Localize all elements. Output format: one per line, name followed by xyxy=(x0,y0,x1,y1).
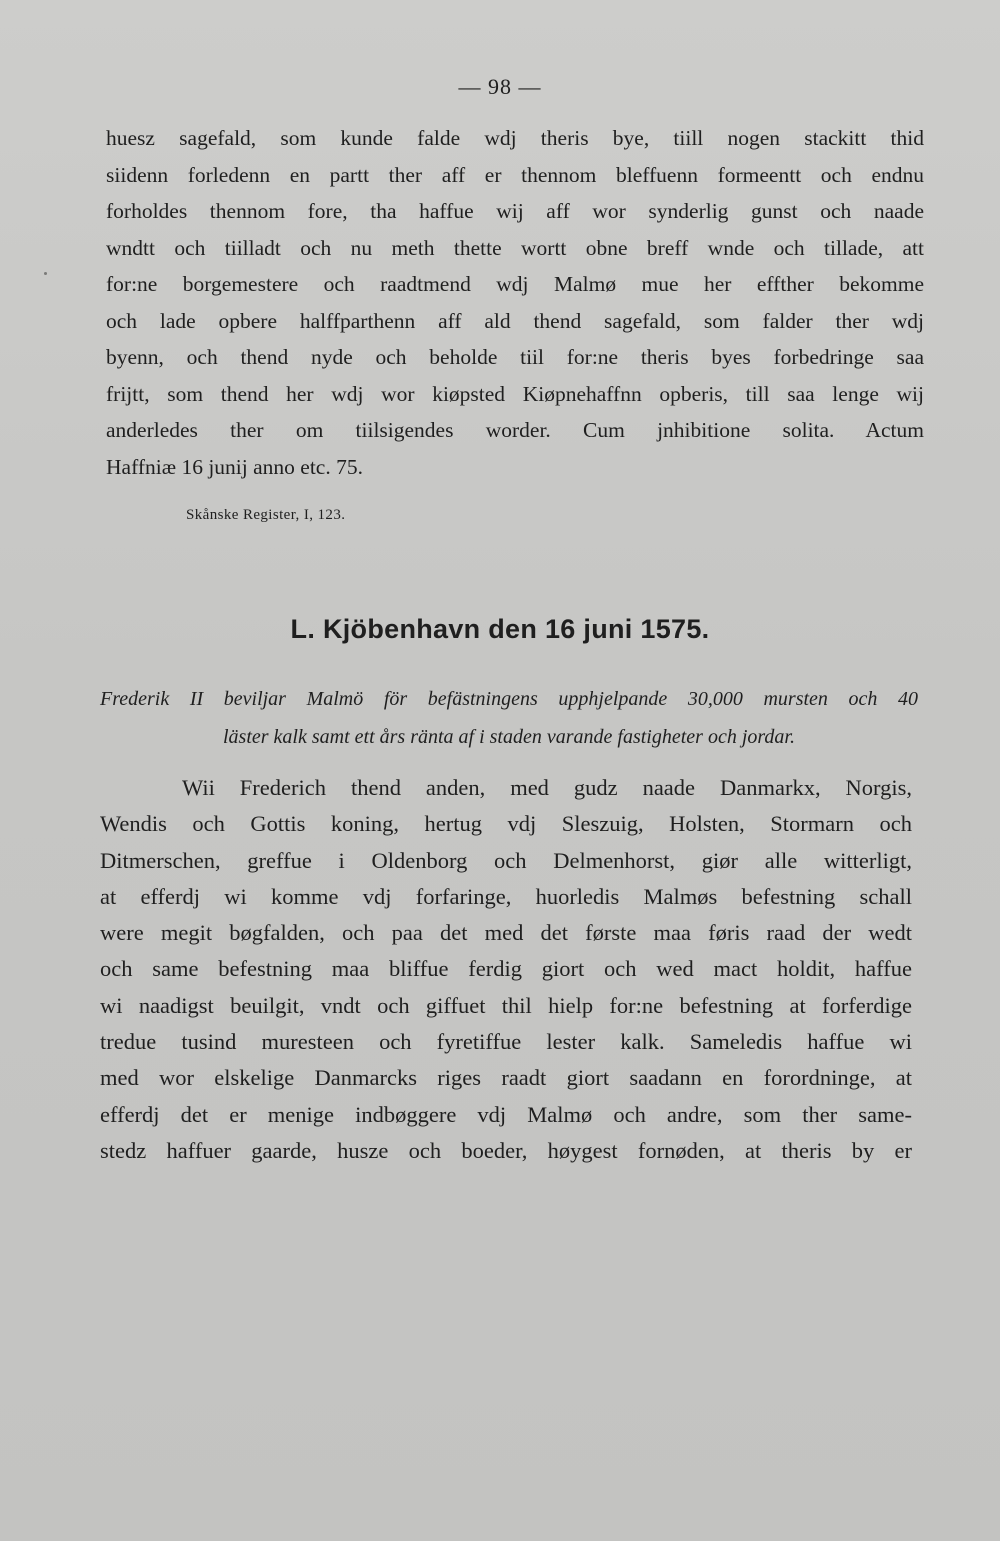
document-summary xyxy=(100,680,918,756)
text-line: Ditmerschen, greffue i Oldenborg och Delmenhorst, giør alle witterligt, xyxy=(100,847,912,873)
text-line: med wor elskelige Danmarcks riges raadt giort saadann en forordninge, at xyxy=(100,1065,912,1091)
section-heading: L. Kjöbenhavn den 16 juni 1575. xyxy=(290,614,710,644)
text-line: wndtt och tiilladt och nu meth thette wortt obne breff wnde och tillade, att xyxy=(106,235,924,260)
paper-speck xyxy=(44,272,47,275)
summary-line: läster kalk samt ett års ränta af i staden varande fastigheter och jordar. xyxy=(222,726,795,748)
text-line: tredue tusind muresteen och fyretiffue lester kalk. Sameledis haffue wi xyxy=(100,1029,912,1055)
text-line: och lade opbere halffparthenn aff ald thend sagefald, som falder ther wdj xyxy=(106,308,924,333)
text-line: anderledes ther om tiilsigendes worder. Cum jnhibitione solita. Actum xyxy=(106,418,924,442)
source-note: Skånske Register, I, 123. xyxy=(186,507,346,523)
text-line: forholdes thennom fore, tha haffue wij aff wor synderlig gunst och naade xyxy=(106,199,924,223)
summary-line: Frederik II beviljar Malmö för befästningens upphjelpande 30,000 mursten och 40 xyxy=(100,688,918,710)
text-line: frijtt, som thend her wdj wor kiøpsted Kiøpnehaffnn opberis, till saa lenge wij xyxy=(106,381,924,406)
text-line: byenn, och thend nyde och beholde tiil for:ne theris byes forbedringe saa xyxy=(106,345,924,369)
text-line: Wii Frederich thend anden, med gudz naade Danmarkx, Norgis, xyxy=(182,775,912,800)
text-line: Haffniæ 16 junij anno etc. 75. xyxy=(106,454,363,479)
text-line: efferdj det er menige indbøggere vdj Malmø och andre, som ther same- xyxy=(100,1101,912,1127)
text-line: siidenn forledenn en partt ther aff er thennom bleffuenn formeentt och endnu xyxy=(106,162,924,187)
text-line: were megit bøgfalden, och paa det med det første maa føris raad der wedt xyxy=(100,920,912,946)
text-line: for:ne borgemestere och raadtmend wdj Malmø mue her effther bekomme xyxy=(106,272,924,296)
text-line: wi naadigst beuilgit, vndt och giffuet thil hielp for:ne befestning at forferdige xyxy=(100,992,912,1018)
continued-paragraph xyxy=(106,120,924,485)
text-line: Wendis och Gottis koning, hertug vdj Sleszuig, Holsten, Stormarn och xyxy=(100,811,912,837)
page-number: — 98 — xyxy=(458,74,542,99)
text-line: huesz sagefald, som kunde falde wdj theris bye, tiill nogen stackitt thid xyxy=(106,126,924,150)
text-line: stedz haffuer gaarde, husze och boeder, høygest fornøden, at theris by er xyxy=(100,1137,912,1163)
text-line: at efferdj wi komme vdj forfaringe, huorledis Malmøs befestning schall xyxy=(100,883,912,909)
text-line: och same befestning maa bliffue ferdig giort och wed mact holdit, haffue xyxy=(100,956,912,982)
main-paragraph xyxy=(100,770,912,1169)
